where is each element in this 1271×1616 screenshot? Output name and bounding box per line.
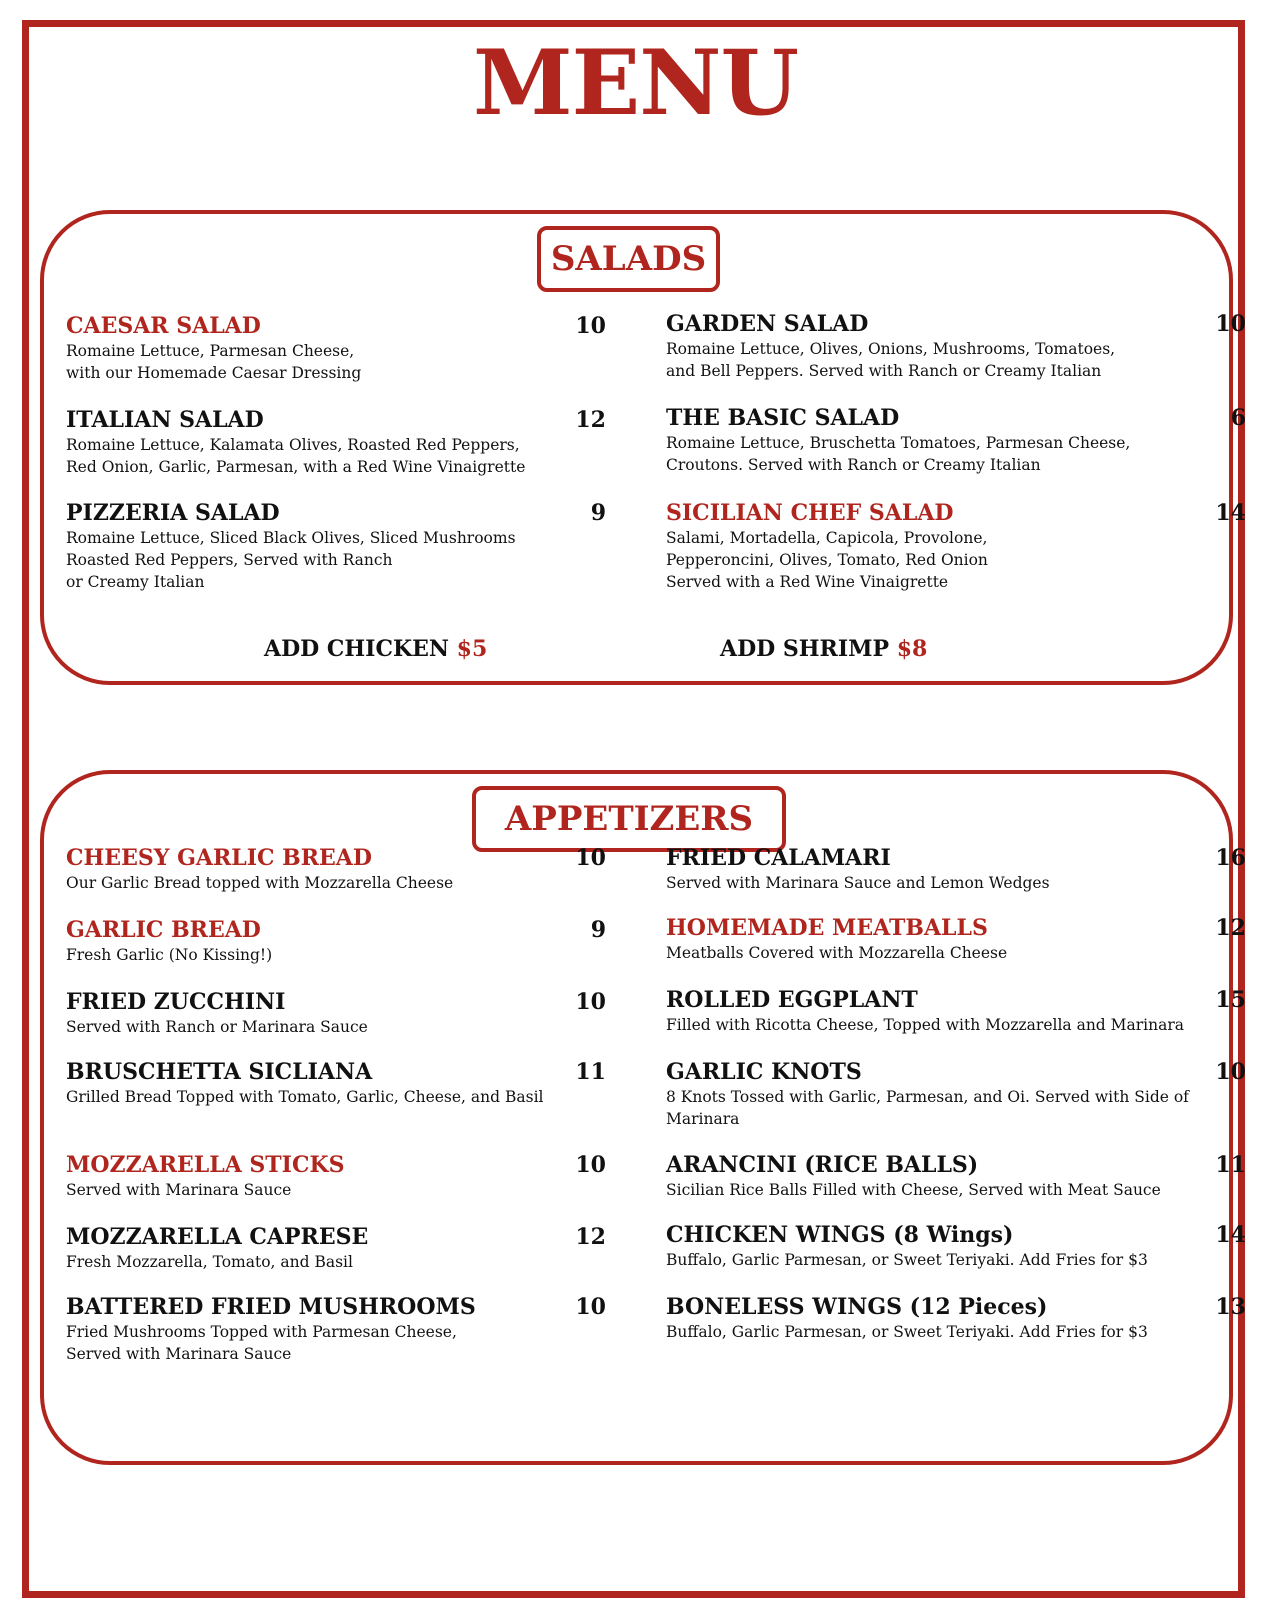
item-name: GARDEN SALAD [666,311,869,337]
item-price: 10 [575,1152,606,1178]
item-name: BONELESS WINGS (12 Pieces) [666,1294,1048,1320]
item-description [66,527,591,593]
item-name: ARANCINI (RICE BALLS) [666,1152,979,1178]
desc-line: Fried Mushrooms Topped with Parmesan Cheese, [66,1323,457,1341]
item-description [666,1321,1206,1343]
item-description [666,432,1206,476]
item-name: ITALIAN SALAD [66,407,264,433]
desc-line: Romaine Lettuce, Parmesan Cheese, [66,342,355,360]
item-price: 12 [1215,915,1246,941]
addon-price: $8 [896,636,928,662]
item-price: 11 [1215,1152,1246,1178]
item-description [66,1251,591,1273]
desc-line: Marinara [666,1110,740,1128]
item-price: 16 [1215,845,1246,871]
item-description [66,944,591,966]
item-price: 10 [575,1294,606,1320]
desc-line: Served with Marinara Sauce [66,1345,292,1363]
item-name: GARLIC BREAD [66,917,261,943]
item-name: ROLLED EGGPLANT [666,987,918,1013]
item-name: MOZZARELLA STICKS [66,1152,345,1178]
item-name: MOZZARELLA CAPRESE [66,1224,369,1250]
item-name: BRUSCHETTA SICLIANA [66,1059,373,1085]
item-price: 10 [1215,1059,1246,1085]
item-description [666,1179,1206,1201]
item-description [666,1014,1206,1036]
desc-line: with our Homemade Caesar Dressing [66,364,362,382]
desc-line: Served with a Red Wine Vinaigrette [666,573,949,591]
item-description [66,340,591,384]
item-description [666,1249,1206,1271]
desc-line: Sicilian Rice Balls Filled with Cheese, Served with Meat Sauce [666,1181,1161,1199]
item-price: 6 [1230,405,1246,431]
item-price: 15 [1215,987,1246,1013]
item-description [66,1016,591,1038]
desc-line: Our Garlic Bread topped with Mozzarella Cheese [66,874,454,892]
appetizers-heading: APPETIZERS [472,786,786,852]
desc-line: Croutons. Served with Ranch or Creamy Italian [666,456,1041,474]
item-price: 14 [1215,500,1246,526]
desc-line: Romaine Lettuce, Olives, Onions, Mushrooms, Tomatoes, [666,340,1116,358]
addon-shrimp [720,636,927,662]
item-name: CHEESY GARLIC BREAD [66,845,372,871]
item-description [66,1086,591,1108]
addon-chicken [264,636,487,662]
item-price: 10 [1215,311,1246,337]
item-price: 10 [575,313,606,339]
item-description [66,1179,591,1201]
page-title: MENU [473,30,798,136]
item-name: SICILIAN CHEF SALAD [666,500,954,526]
item-name: PIZZERIA SALAD [66,500,280,526]
item-description [666,338,1206,382]
desc-line: Fresh Mozzarella, Tomato, and Basil [66,1253,353,1271]
item-description [666,942,1206,964]
item-price: 12 [575,407,606,433]
item-name: FRIED ZUCCHINI [66,989,286,1015]
desc-line: and Bell Peppers. Served with Ranch or Creamy Italian [666,362,1102,380]
item-description [666,872,1206,894]
addon-label: ADD SHRIMP [720,636,890,662]
item-name: THE BASIC SALAD [666,405,900,431]
desc-line: Meatballs Covered with Mozzarella Cheese [666,944,1008,962]
addon-price: $5 [456,636,488,662]
desc-line: 8 Knots Tossed with Garlic, Parmesan, and Oi. Served with Side of [666,1088,1189,1106]
addon-label: ADD CHICKEN [264,636,449,662]
item-name: HOMEMADE MEATBALLS [666,915,988,941]
desc-line: Fresh Garlic (No Kissing!) [66,946,273,964]
item-price: 9 [590,917,606,943]
desc-line: Grilled Bread Topped with Tomato, Garlic, Cheese, and Basil [66,1088,544,1106]
item-description [666,527,1206,593]
desc-line: Romaine Lettuce, Kalamata Olives, Roasted Red Peppers, [66,436,520,454]
item-name: FRIED CALAMARI [666,845,891,871]
item-price: 14 [1215,1222,1246,1248]
desc-line: Red Onion, Garlic, Parmesan, with a Red Wine Vinaigrette [66,458,526,476]
item-price: 12 [575,1224,606,1250]
item-description [66,434,591,478]
item-name: BATTERED FRIED MUSHROOMS [66,1294,476,1320]
desc-line: or Creamy Italian [66,573,205,591]
desc-line: Buffalo, Garlic Parmesan, or Sweet Teriyaki. Add Fries for $3 [666,1251,1148,1269]
item-price: 10 [575,845,606,871]
desc-line: Served with Marinara Sauce [66,1181,292,1199]
item-price: 10 [575,989,606,1015]
salads-heading: SALADS [537,226,720,292]
desc-line: Romaine Lettuce, Bruschetta Tomatoes, Parmesan Cheese, [666,434,1131,452]
item-name: CAESAR SALAD [66,313,261,339]
desc-line: Romaine Lettuce, Sliced Black Olives, Sliced Mushrooms [66,529,516,547]
item-price: 13 [1215,1294,1246,1320]
desc-line: Served with Ranch or Marinara Sauce [66,1018,368,1036]
item-name: GARLIC KNOTS [666,1059,862,1085]
desc-line: Buffalo, Garlic Parmesan, or Sweet Teriyaki. Add Fries for $3 [666,1323,1148,1341]
item-price: 11 [575,1059,606,1085]
item-name: CHICKEN WINGS (8 Wings) [666,1222,1014,1248]
item-description [66,1321,591,1365]
desc-line: Salami, Mortadella, Capicola, Provolone, [666,529,988,547]
desc-line: Roasted Red Peppers, Served with Ranch [66,551,393,569]
desc-line: Served with Marinara Sauce and Lemon Wedges [666,874,1050,892]
item-description [66,872,591,894]
item-description [666,1086,1206,1130]
desc-line: Filled with Ricotta Cheese, Topped with Mozzarella and Marinara [666,1016,1185,1034]
desc-line: Pepperoncini, Olives, Tomato, Red Onion [666,551,988,569]
item-price: 9 [590,500,606,526]
